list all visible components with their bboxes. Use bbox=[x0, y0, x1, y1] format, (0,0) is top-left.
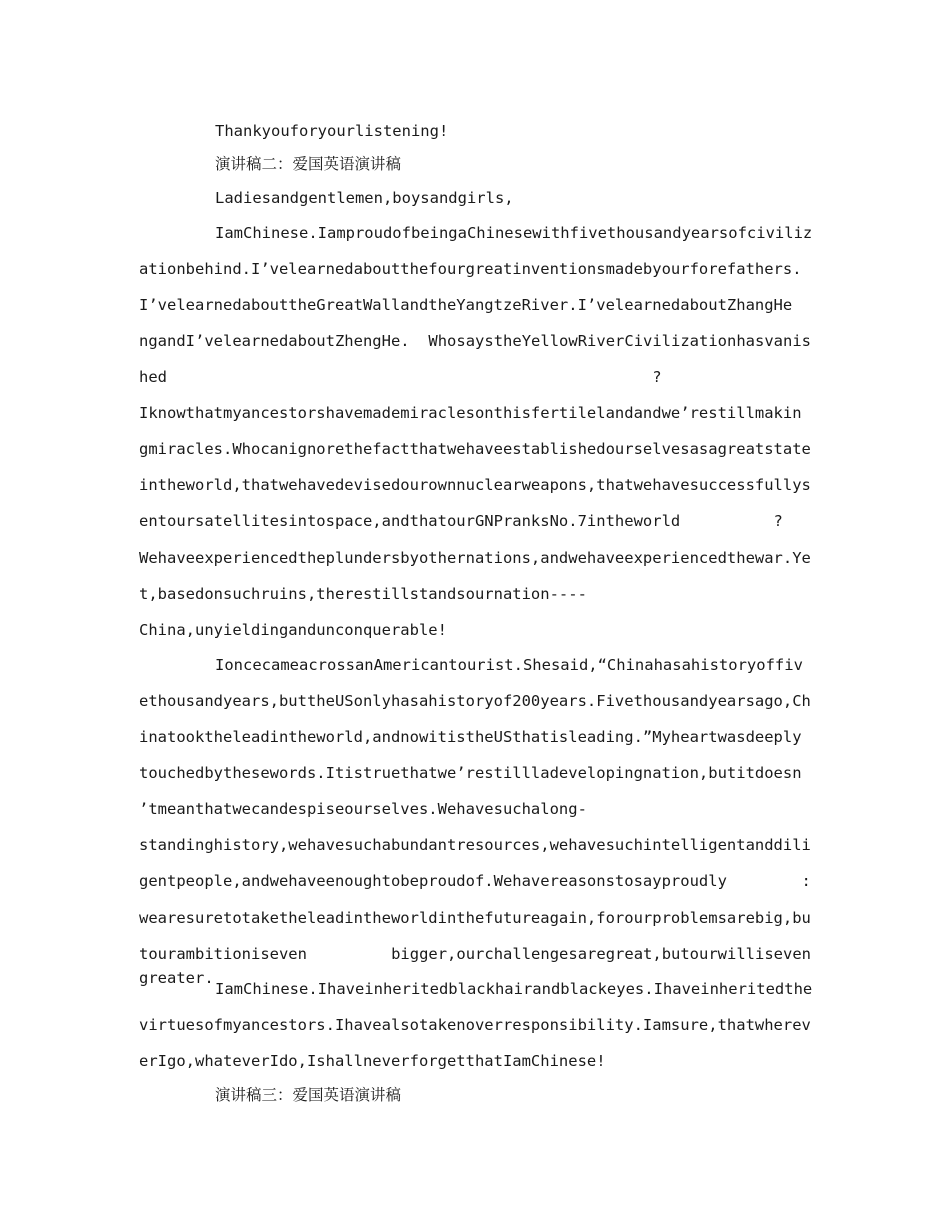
text-line: IamChinese.Ihaveinheritedblackhairandblackeyes.Ihaveinheritedthe bbox=[215, 980, 813, 998]
section-heading: 演讲稿三：爱国英语演讲稿 bbox=[215, 1086, 402, 1104]
text-line: Ladiesandgentlemen,boysandgirls, bbox=[215, 189, 514, 207]
text-line: virtuesofmyancestors.Ihavealsotakenoverresponsibility.Iamsure,thatwherev bbox=[139, 1016, 811, 1034]
text-line: gmiracles.Whocanignorethefactthatwehaveestablishedourselvesasagreatstate bbox=[139, 440, 811, 458]
text-line: entoursatellitesintospace,andthatourGNPranksNo.7intheworld ? bbox=[139, 512, 783, 530]
text-line: IamChinese.IamproudofbeingaChinesewithfivethousandyearsofciviliz bbox=[215, 224, 813, 242]
text-line: Wehaveexperiencedtheplundersbyothernations,andwehaveexperiencedthewar.Ye bbox=[139, 549, 811, 567]
text-line: ationbehind.I’velearnedaboutthefourgreatinventionsmadebyourforefathers. bbox=[139, 260, 802, 278]
text-line: intheworld,thatwehavedevisedourownnuclearweapons,thatwehavesuccessfullys bbox=[139, 476, 811, 494]
text-line: touchedbythesewords.Itistruethatwe’restillladevelopingnation,butitdoesn bbox=[139, 764, 802, 782]
section-heading: 演讲稿二：爱国英语演讲稿 bbox=[215, 155, 402, 173]
text-line: Thankyouforyourlistening! bbox=[215, 122, 449, 140]
text-line: tourambitioniseven bigger,ourchallengesaregreat,butourwilliseven greater. bbox=[139, 945, 811, 987]
text-line: Iknowthatmyancestorshavemademiraclesonthisfertilelandandwe’restillmakin bbox=[139, 404, 802, 422]
text-line: ’tmeanthatwecandespiseourselves.Wehavesuchalong- bbox=[139, 800, 587, 818]
text-line: erIgo,whateverIdo,IshallneverforgetthatIamChinese! bbox=[139, 1052, 606, 1070]
text-line: standinghistory,wehavesuchabundantresources,wehavesuchintelligentanddili bbox=[139, 836, 811, 854]
text-line: ngandI’velearnedaboutZhengHe. WhosaystheYellowRiverCivilizationhasvanis bbox=[139, 332, 811, 350]
text-line: China,unyieldingandunconquerable! bbox=[139, 621, 447, 639]
text-line: ethousandyears,buttheUSonlyhasahistoryof200years.Fivethousandyearsago,Ch bbox=[139, 692, 811, 710]
text-line: t,basedonsuchruins,therestillstandsournation---- bbox=[139, 585, 587, 603]
text-line: wearesuretotaketheleadintheworldinthefutureagain,forourproblemsarebig,bu bbox=[139, 909, 811, 927]
text-line: hed ? bbox=[139, 368, 662, 386]
text-line: I’velearnedabouttheGreatWallandtheYangtzeRiver.I’velearnedaboutZhangHe bbox=[139, 296, 793, 314]
text-line: IoncecameacrossanAmericantourist.Shesaid,“Chinahasahistoryoffiv bbox=[215, 656, 803, 674]
text-line: inatooktheleadintheworld,andnowitistheUSthatisleading.”Myheartwasdeeply bbox=[139, 728, 802, 746]
text-line: gentpeople,andwehaveenoughtobeproudof.Wehavereasonstosayproudly : bbox=[139, 872, 811, 890]
